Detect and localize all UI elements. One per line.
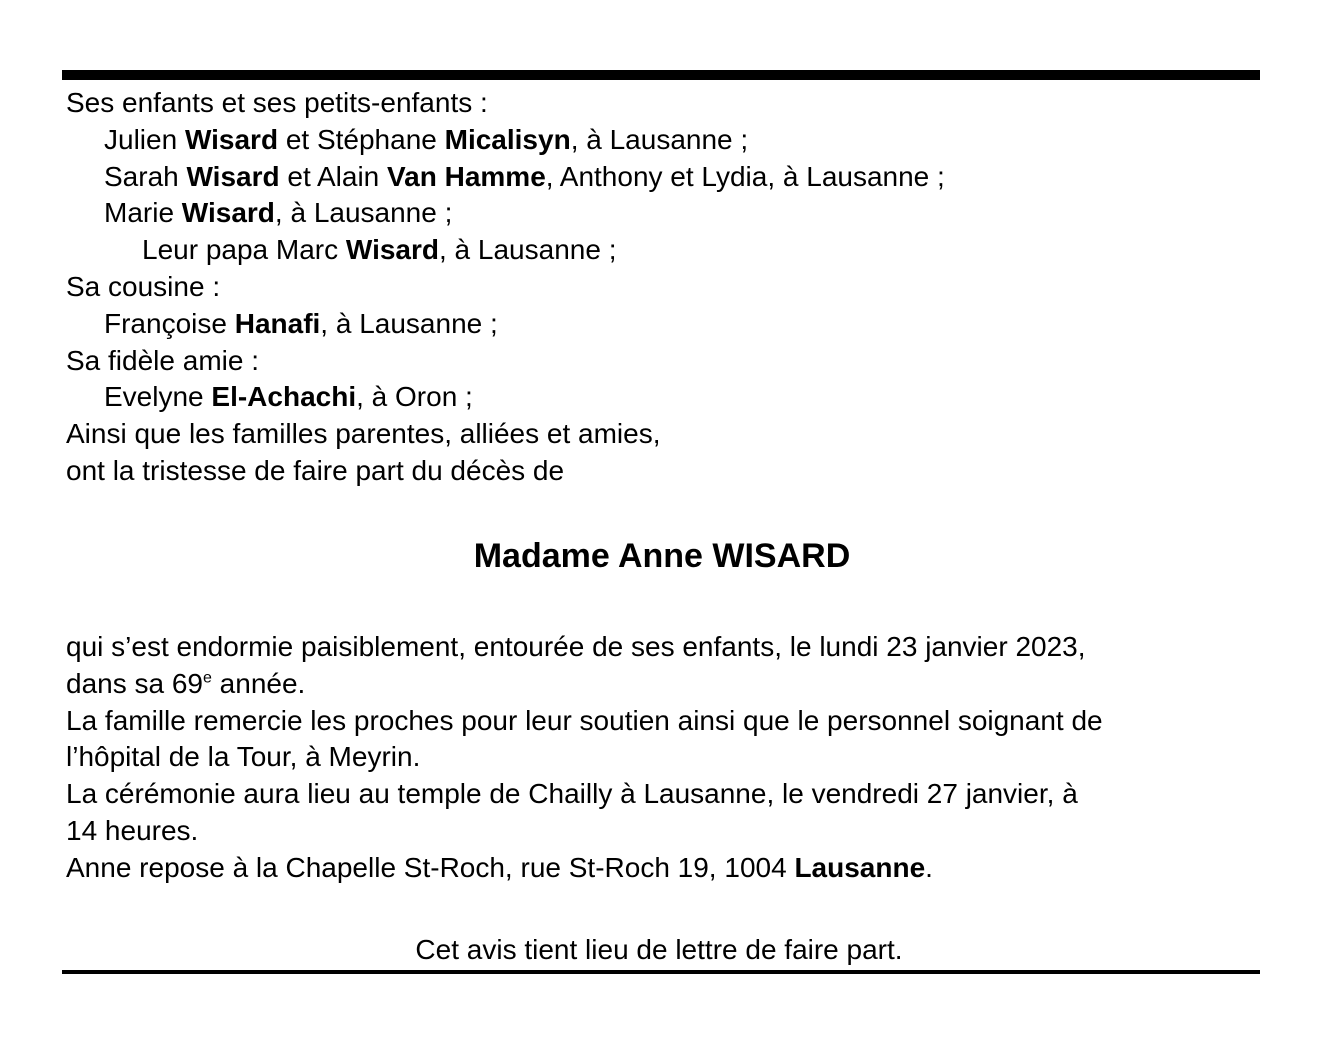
families-line: Ainsi que les familles parentes, alliées et amies, — [66, 418, 661, 450]
announcement-line: ont la tristesse de faire part du décès de — [66, 454, 565, 486]
details-block — [66, 629, 1266, 887]
details-line-6: 14 heures. — [66, 814, 199, 846]
deceased-name: Madame Anne WISARD — [473, 537, 851, 575]
papa-entry: Leur papa Marc Wisard, à Lausanne ; — [142, 234, 617, 266]
details-line-4: l’hôpital de la Tour, à Meyrin. — [66, 741, 421, 773]
child-entry-julien: Julien Wisard et Stéphane Micalisyn, à Lausanne ; — [104, 123, 749, 155]
cousin-entry: Françoise Hanafi, à Lausanne ; — [104, 307, 498, 339]
friend-heading: Sa fidèle amie : — [66, 344, 259, 376]
children-heading: Ses enfants et ses petits-enfants : — [66, 87, 488, 118]
family-list — [66, 85, 1266, 490]
child-entry-sarah: Sarah Wisard et Alain Van Hamme, Anthony et Lydia, à Lausanne ; — [104, 160, 945, 192]
details-line-1: qui s’est endormie paisiblement, entourée de ses enfants, le lundi 23 janvier 2023, — [66, 631, 1086, 662]
top-rule — [62, 70, 1260, 80]
details-line-2: dans sa 69e année. — [66, 667, 306, 699]
friend-entry: Evelyne El-Achachi, à Oron ; — [104, 381, 473, 413]
details-line-3: La famille remercie les proches pour leur soutien ainsi que le personnel soignant de — [66, 704, 1103, 736]
child-entry-marie: Marie Wisard, à Lausanne ; — [104, 197, 453, 229]
closing-note: Cet avis tient lieu de lettre de faire part. — [415, 934, 903, 965]
details-line-7: Anne repose à la Chapelle St-Roch, rue St-Roch 19, 1004 Lausanne. — [66, 851, 933, 883]
details-line-5: La cérémonie aura lieu au temple de Chailly à Lausanne, le vendredi 27 janvier, à — [66, 778, 1078, 810]
cousin-heading: Sa cousine : — [66, 270, 221, 302]
bottom-rule — [62, 970, 1260, 974]
